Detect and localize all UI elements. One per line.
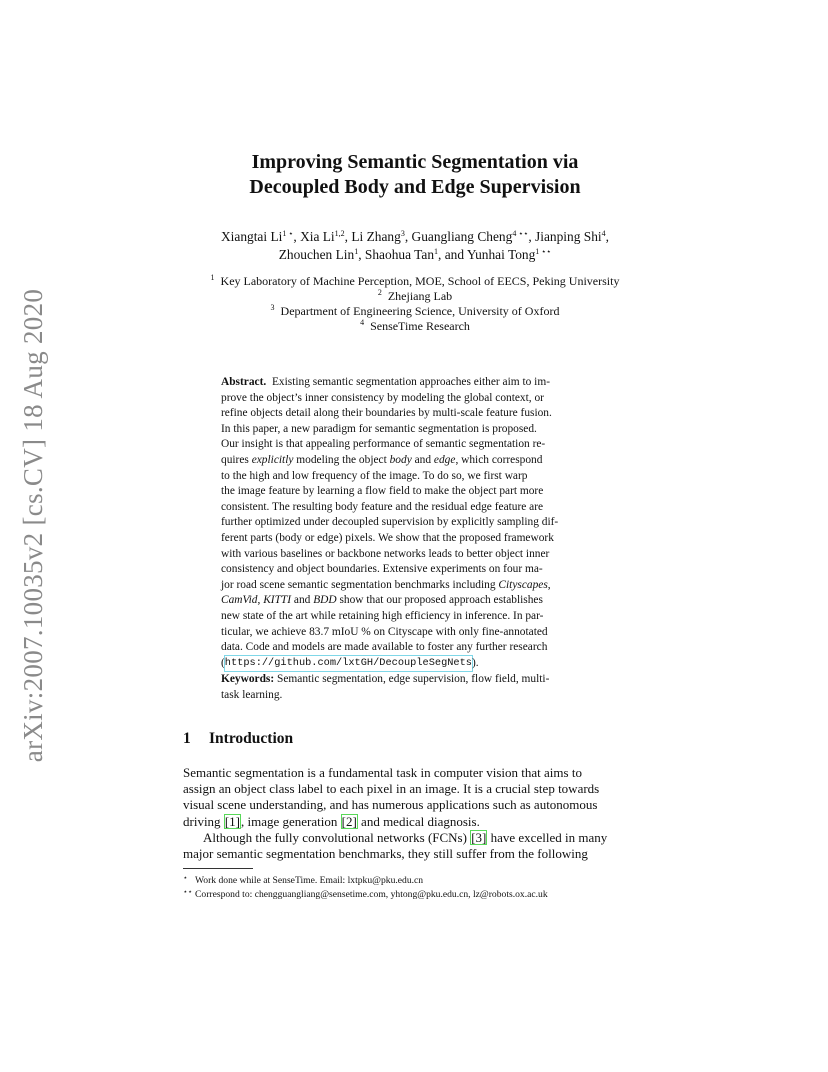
abstract-line: data. Code and models are made available to foster any further research bbox=[221, 641, 548, 654]
affiliation-list bbox=[150, 274, 680, 334]
abstract-line: to the high and low frequency of the image. To do so, we first warp bbox=[221, 469, 528, 482]
abstract-line: ferent parts (body or edge) pixels. We show that the proposed framework bbox=[221, 531, 554, 544]
code-repository-link[interactable]: https://github.com/lxtGH/DecoupleSegNets bbox=[225, 656, 472, 672]
body-line: visual scene understanding, and has numerous applications such as autonomous bbox=[183, 797, 598, 813]
body-line: Semantic segmentation is a fundamental task in computer vision that aims to bbox=[183, 765, 582, 780]
author-sup: 1 ⋆ bbox=[282, 229, 294, 238]
affiliation: $^4$ SenseTime Research bbox=[360, 318, 470, 333]
abstract-line: new state of the art while retaining high efficiency in inference. In par- bbox=[221, 609, 544, 622]
affiliation: $^1$ Key Laboratory of Machine Perception, MOE, School of EECS, Peking University bbox=[210, 273, 620, 288]
citation-link[interactable]: [2] bbox=[341, 813, 357, 829]
author-name: Li Zhang bbox=[351, 229, 401, 244]
abstract-line: In this paper, a new paradigm for semantic segmentation is proposed. bbox=[221, 422, 537, 435]
section-number: 1 bbox=[183, 730, 191, 747]
abstract-line: refine objects detail along their boundaries by multi-scale feature fusion. bbox=[221, 407, 552, 420]
author-sup: 4 bbox=[601, 229, 606, 238]
abstract-line: the image feature by learning a flow field to make the object part more bbox=[221, 485, 544, 498]
abstract-line: ( https://github.com/lxtGH/DecoupleSegNets ). bbox=[221, 656, 613, 672]
footnote-rule bbox=[183, 868, 253, 869]
author-name: Yunhai Tong bbox=[466, 247, 536, 262]
abstract-line: with various baselines or backbone networks leads to better object inner bbox=[221, 547, 550, 560]
paper-title bbox=[150, 150, 680, 200]
abstract-line: CamVid, KITTI and BDD show that our proposed approach establishes bbox=[221, 594, 543, 607]
author-sup: 1 ⋆⋆ bbox=[535, 247, 552, 256]
author-list bbox=[150, 228, 680, 264]
title-line-2: Decoupled Body and Edge Supervision bbox=[249, 176, 581, 198]
author-line-2: Zhouchen Lin$^1$, Shaohua Tan$^1$, and Yunhai Tong$^{1 ⋆⋆}$ bbox=[278, 247, 552, 262]
arxiv-identifier-text: arXiv:2007.10035v2 [cs.CV] 18 Aug 2020 bbox=[18, 288, 49, 762]
section-title: Introduction bbox=[209, 730, 294, 747]
citation-link[interactable]: [3] bbox=[471, 829, 487, 845]
author-sup: 1 bbox=[354, 247, 359, 256]
title-line-1: Improving Semantic Segmentation via bbox=[251, 151, 579, 173]
body-line: major semantic segmentation benchmarks, they still suffer from the following bbox=[183, 846, 588, 862]
footnotes bbox=[183, 874, 651, 902]
abstract-line: ticular, we achieve 83.7 mIoU % on Cityscape with only fine-annotated bbox=[221, 625, 548, 638]
author-line-1: Xiangtai $Li^{1 ⋆}$, Xia Li$^{1,2}$, Li Zhang$^3$, Guangliang Cheng$^{4 ⋆⋆}$, Jianping Shi$^4$, bbox=[220, 229, 609, 244]
author-sup: 4 ⋆⋆ bbox=[512, 229, 529, 238]
abstract bbox=[221, 375, 613, 671]
abstract-line: consistent. The resulting body feature and the residual edge feature are bbox=[221, 500, 544, 513]
author-sup: 1,2 bbox=[334, 229, 345, 238]
abstract-line: prove the object’s inner consistency by modeling the global context, or bbox=[221, 391, 544, 404]
introduction-text bbox=[183, 765, 651, 862]
author-name: Jianping Shi bbox=[535, 229, 602, 244]
author-name: Shaohua Tan bbox=[364, 247, 435, 262]
body-line: assign an object class label to each pixel in an image. It is a crucial step towards bbox=[183, 781, 600, 797]
author-sup: 1 bbox=[434, 247, 439, 256]
author-name: Guangliang Cheng bbox=[411, 229, 513, 244]
citation-link[interactable]: [1] bbox=[224, 813, 240, 829]
author-sup: 3 bbox=[400, 229, 405, 238]
abstract-line: further optimized under decoupled supervision by explicitly sampling dif- bbox=[221, 516, 559, 529]
abstract-line: Our insight is that appealing performance of semantic segmentation re- bbox=[221, 438, 546, 451]
arxiv-identifier bbox=[14, 260, 54, 790]
body-line: Although the fully convolutional networks (FCNs) [3] have excelled in many bbox=[203, 829, 608, 845]
author-name: Zhouchen Lin bbox=[278, 247, 355, 262]
author-name: Xiangtai Li bbox=[220, 229, 283, 244]
author-name: Xia Li bbox=[300, 229, 335, 244]
abstract-line: consistency and object boundaries. Extensive experiments on four ma- bbox=[221, 563, 543, 576]
footnote: ⋆⋆ Correspond to: chengguangliang@sensetime.com, yhtong@pku.edu.cn, lz@robots.ox.ac.uk bbox=[183, 887, 548, 900]
affiliation: $^3$ Department of Engineering Science, University of Oxford bbox=[270, 303, 560, 318]
footnote: ⋆ Work done while at SenseTime. Email: lxtpku@pku.edu.cn bbox=[183, 873, 424, 886]
abstract-line: quires explicitly modeling the object body and edge, which correspond bbox=[221, 453, 543, 466]
affiliation: $^2$ Zhejiang Lab bbox=[377, 288, 453, 303]
abstract-line: jor road scene semantic segmentation benchmarks including Cityscapes, bbox=[221, 578, 551, 591]
body-line: driving [1], image generation [2] and medical diagnosis. bbox=[183, 813, 480, 829]
keywords: Keywords: Semantic segmentation, edge supervision, flow field, multi- task learning. bbox=[221, 673, 550, 701]
abstract-label: Abstract. bbox=[221, 376, 267, 388]
keywords-label: Keywords: bbox=[221, 673, 275, 685]
section-heading bbox=[183, 730, 293, 748]
abstract-line: Abstract. Existing semantic segmentation approaches either aim to im- bbox=[221, 376, 550, 388]
